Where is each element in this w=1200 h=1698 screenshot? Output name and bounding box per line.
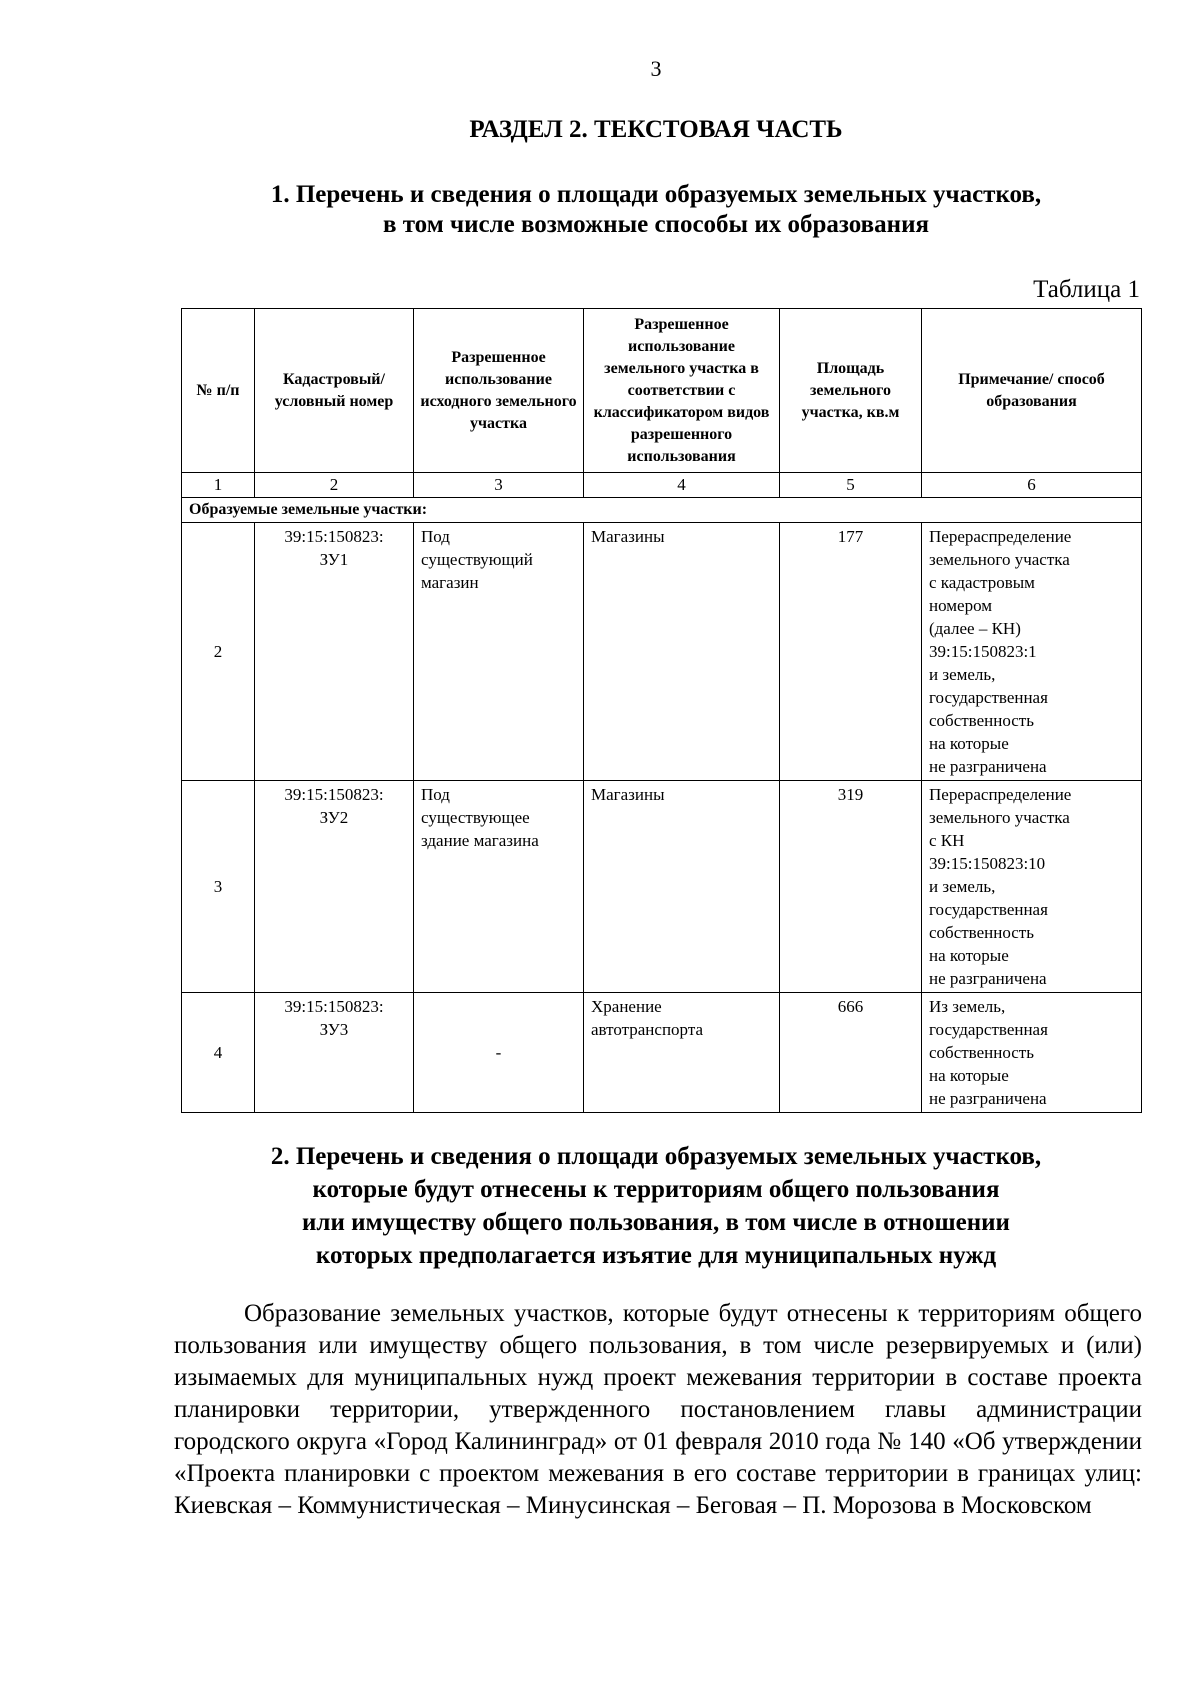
header-num: № п/п — [182, 309, 255, 473]
heading-1 — [0, 180, 1200, 240]
table-row — [182, 781, 1142, 993]
heading-1-line: 1. Перечень и сведения о площади образуемых земельных участков, — [270, 181, 1042, 208]
cadastral-number: 39:15:150823: ЗУ3 — [255, 993, 414, 1113]
original-use: Под существующий магазин — [414, 523, 584, 781]
section-title: РАЗДЕЛ 2. ТЕКСТОВАЯ ЧАСТЬ — [469, 116, 843, 143]
heading-1-line: в том числе возможные способы их образования — [382, 211, 929, 238]
permitted-use: Магазины — [584, 781, 780, 993]
plot-area: 177 — [780, 523, 922, 781]
heading-2-line: или имуществу общего пользования, в том числе в отношении — [302, 1209, 1010, 1236]
column-number: 2 — [255, 473, 414, 498]
heading-2 — [0, 1140, 1200, 1272]
heading-2-line: которых предполагается изъятие для муниципальных нужд — [315, 1242, 997, 1269]
header-area: Площадь земельного участка, кв.м — [780, 309, 922, 473]
column-numbers-row — [182, 473, 1142, 498]
table-row — [182, 523, 1142, 781]
row-number: 4 — [182, 993, 255, 1113]
formation-note: Перераспределение земельного участка с КН 39:15:150823:10 и земель, государственная собственность на которые не разграничена — [922, 781, 1142, 993]
column-number: 3 — [414, 473, 584, 498]
table-header-row — [182, 309, 1142, 473]
original-use: Под существующее здание магазина — [414, 781, 584, 993]
formation-note: Перераспределение земельного участка с кадастровым номером (далее – КН) 39:15:150823:1 и земель, государственная собственность на которые не разграничена — [922, 523, 1142, 781]
page-number: 3 — [650, 56, 662, 81]
column-number: 1 — [182, 473, 255, 498]
land-plots-table — [181, 308, 1142, 1113]
table-row — [182, 993, 1142, 1113]
row-number: 2 — [182, 523, 255, 781]
original-use: - — [414, 993, 584, 1113]
plot-area: 319 — [780, 781, 922, 993]
permitted-use: Магазины — [584, 523, 780, 781]
table-caption: Таблица 1 — [1033, 276, 1140, 303]
row-number: 3 — [182, 781, 255, 993]
header-orig-use: Разрешенное использование исходного земельного участка — [414, 309, 584, 473]
plot-area: 666 — [780, 993, 922, 1113]
cadastral-number: 39:15:150823: ЗУ2 — [255, 781, 414, 993]
permitted-use: Хранение автотранспорта — [584, 993, 780, 1113]
group-title: Образуемые земельные участки: — [182, 498, 1142, 523]
group-row — [182, 498, 1142, 523]
header-note: Примечание/ способ образования — [922, 309, 1142, 473]
heading-2-line: 2. Перечень и сведения о площади образуемых земельных участков, — [270, 1143, 1042, 1170]
body-paragraph: Образование земельных участков, которые будут отнесены к территориям общего пользования или имуществу общего пользования, в том числе резервируемых и (или) изымаемых для муниципальных нужд проект межевания территории в составе проекта планировки территории, утвержденного постановлением главы администрации городского округа «Город Калининград» от 01 февраля 2010 года № 140 «Об утверждении «Проекта планировки с проектом межевания в его составе территории в границах улиц: Киевская – Коммунистическая – Минусинская – Беговая – П. Морозова в Московском — [174, 1300, 1142, 1519]
formation-note: Из земель, государственная собственность на которые не разграничена — [922, 993, 1142, 1113]
header-use: Разрешенное использование земельного участка в соответствии с классификатором видов разрешенного использования — [584, 309, 780, 473]
column-number: 4 — [584, 473, 780, 498]
column-number: 6 — [922, 473, 1142, 498]
heading-2-line: которые будут отнесены к территориям общего пользования — [312, 1176, 1000, 1203]
column-number: 5 — [780, 473, 922, 498]
cadastral-number: 39:15:150823: ЗУ1 — [255, 523, 414, 781]
header-cadastral: Кадастровый/ условный номер — [255, 309, 414, 473]
